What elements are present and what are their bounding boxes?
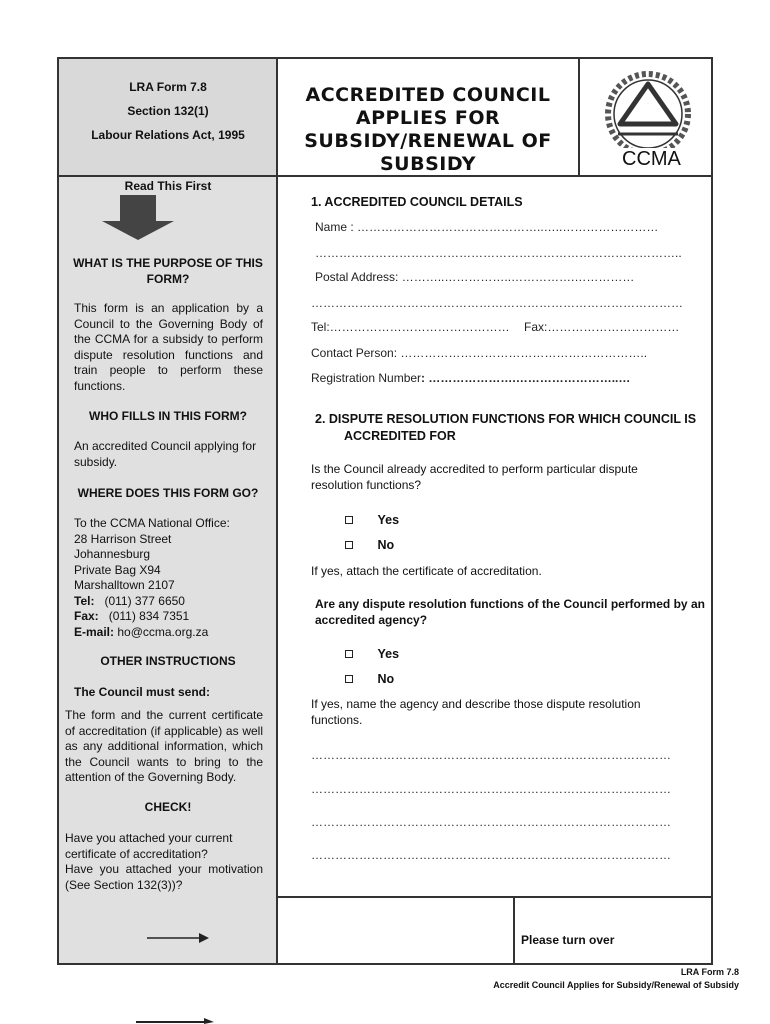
no-label: No — [377, 538, 395, 552]
who-heading: WHO FILLS IN THIS FORM? — [89, 409, 247, 423]
registration-number-field[interactable] — [311, 371, 701, 385]
email-label: E-mail: — [74, 624, 115, 639]
checkbox[interactable] — [345, 675, 353, 683]
who-text: An accredited Council applying for subsidy. — [74, 439, 257, 469]
postal-address-field[interactable]: Postal Address: ………..……………..…………….…………… — [315, 270, 635, 284]
q1-note: If yes, attach the certificate of accreditation. — [311, 564, 542, 578]
q1-yes-option[interactable] — [345, 513, 399, 527]
agency-answer-line[interactable]: ……………………………………………………………………………… — [311, 848, 671, 862]
tel-line — [74, 594, 263, 610]
must-send-heading: The Council must send: — [74, 685, 211, 699]
registration-dots: : ………………….……………………..… — [421, 371, 631, 385]
form-title: ACCREDITED COUNCIL APPLIES FOR SUBSIDY/RENEWAL OF SUBSIDY — [304, 84, 552, 175]
address-block — [74, 516, 263, 640]
yes-label: Yes — [377, 647, 400, 661]
check-line-1: Have you attached your current certificate of accreditation? — [65, 831, 233, 861]
fax-value: (011) 834 7351 — [108, 609, 190, 623]
address-line: 28 Harrison Street — [74, 531, 172, 546]
logo-text: CCMA — [622, 148, 681, 170]
tel-label: Tel: — [74, 593, 95, 608]
read-first-label: Read This First — [124, 179, 212, 193]
agency-answer-line[interactable]: ……………………………………………………………………………… — [311, 748, 671, 762]
q1-no-option[interactable] — [345, 538, 394, 552]
q2-no-option[interactable] — [345, 672, 394, 686]
address-line: To the CCMA National Office: — [74, 516, 230, 530]
section1-heading: 1. ACCREDITED COUNCIL DETAILS — [311, 195, 523, 209]
address-line: Johannesburg — [74, 547, 151, 561]
form-info — [59, 75, 277, 147]
checkbox[interactable] — [345, 650, 353, 658]
footer-divider — [276, 896, 713, 898]
footer-form-ref: LRA Form 7.8 — [680, 967, 739, 977]
checkbox[interactable] — [345, 541, 353, 549]
contact-person-field[interactable]: Contact Person: …………………………………………………….. — [311, 346, 648, 360]
agency-answer-line[interactable]: ……………………………………………………………………………… — [311, 782, 671, 796]
address-line: Marshalltown 2107 — [74, 578, 175, 592]
no-label: No — [377, 672, 395, 686]
section2-heading-line-2: ACCREDITED FOR — [344, 429, 456, 443]
other-heading: OTHER INSTRUCTIONS — [100, 654, 236, 668]
postal-address-cont[interactable]: ………………………………………………………………………………… — [311, 296, 683, 310]
purpose-heading: WHAT IS THE PURPOSE OF THIS FORM? — [73, 256, 263, 286]
checkbox[interactable] — [345, 516, 353, 524]
logo-divider — [578, 57, 580, 177]
section2-heading-line-1: 2. DISPUTE RESOLUTION FUNCTIONS FOR WHICH COUNCIL IS — [315, 412, 697, 426]
check-heading: CHECK! — [144, 800, 192, 814]
yes-label: Yes — [377, 513, 400, 527]
q2-note: If yes, name the agency and describe those dispute resolution functions. — [311, 697, 641, 727]
footer-cell-divider — [513, 896, 515, 965]
address-line: Private Bag X94 — [74, 562, 161, 577]
tel-field[interactable]: Tel:……………………………………… — [311, 320, 510, 334]
purpose-text: This form is an application by a Council to the Governing Body of the CCMA for a subsidy to perform dispute resolution functions and train people to perform these functions. — [74, 301, 263, 393]
fax-line — [74, 609, 263, 625]
must-send-text: The form and the current certificate of accreditation (if applicable) as well as any additional information, which the Council wants to bring to the attention of the Governing Body. — [65, 708, 263, 784]
name-field-cont[interactable]: ……………………………………………………………………………….. — [315, 246, 682, 260]
ccma-logo — [596, 62, 706, 174]
page-bottom-arrow-icon — [136, 1016, 216, 1024]
where-heading: WHERE DOES THIS FORM GO? — [77, 486, 259, 500]
fax-field[interactable]: Fax:…………………………… — [524, 320, 680, 334]
name-field[interactable]: Name : ………………………………………..…..…………………… — [315, 220, 659, 234]
question-agency: Are any dispute resolution functions of the Council performed by an accredited agency? — [315, 597, 705, 627]
act-ref: Labour Relations Act, 1995 — [91, 128, 245, 142]
right-arrow-icon — [147, 932, 211, 944]
footer-form-desc: Accredit Council Applies for Subsidy/Renewal of Subsidy — [493, 980, 739, 990]
registration-label: Registration Number — [311, 371, 422, 385]
down-arrow-icon — [100, 195, 176, 241]
section-ref: Section 132(1) — [127, 104, 209, 118]
email-value[interactable]: ho@ccma.org.za — [117, 624, 209, 639]
fax-label: Fax: — [74, 609, 99, 623]
please-turn-over: Please turn over — [521, 933, 615, 947]
agency-answer-line[interactable]: ……………………………………………………………………………… — [311, 815, 671, 829]
tel-value: (011) 377 6650 — [104, 593, 185, 608]
question-accredited: Is the Council already accredited to perform particular dispute resolution functions? — [311, 462, 638, 492]
check-line-2: Have you attached your motivation (See Section 132(3))? — [65, 862, 263, 892]
email-line — [74, 625, 263, 641]
q2-yes-option[interactable] — [345, 647, 399, 661]
form-number: LRA Form 7.8 — [129, 80, 207, 94]
